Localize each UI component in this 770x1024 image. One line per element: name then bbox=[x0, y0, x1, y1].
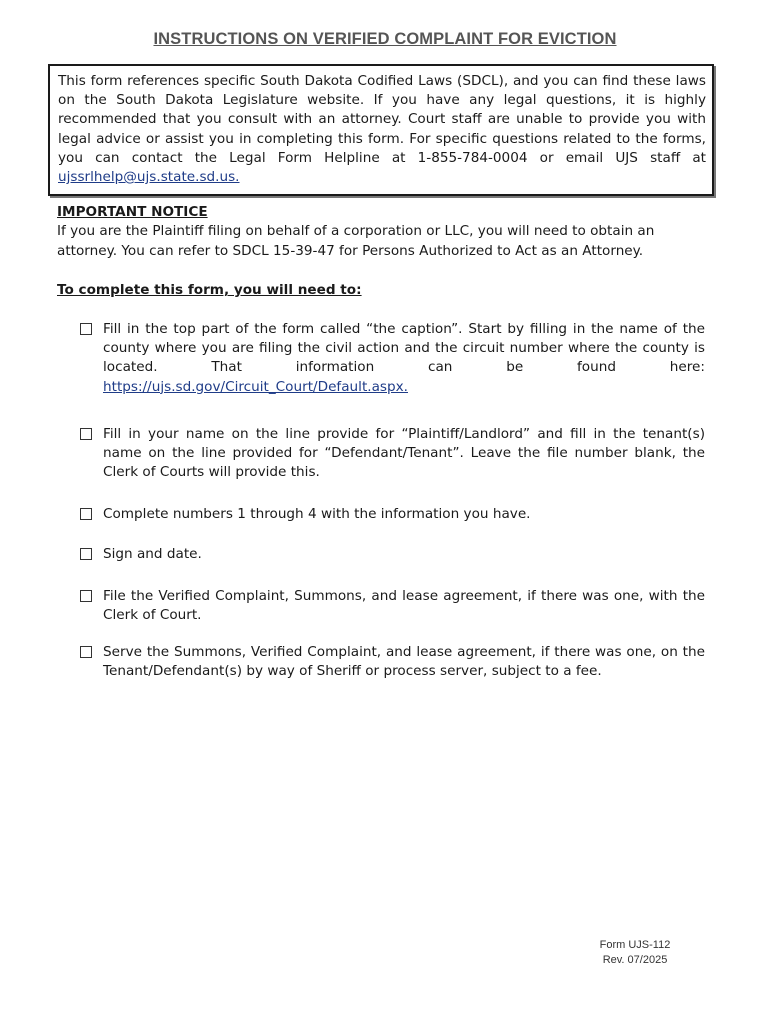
checklist-item-text: Fill in the top part of the form called “the caption”. Start by filling in the name of the county where you are filing the civil action and the circuit number where the county is located. That information can be found here: bbox=[103, 321, 705, 376]
legal-notice-text: This form references specific South Dakota Codified Laws (SDCL), and you can find these laws on the South Dakota Legislature website. If you have any legal questions, it is highly recommended that you consult with an attorney. Court staff are unable to provide you with legal advice or assist you in completing this form. For specific questions related to the forms, you can contact the Legal Form Helpline at 1-855-784-0004 or email UJS staff at bbox=[58, 73, 706, 166]
checkbox-icon bbox=[80, 590, 92, 602]
checkbox-icon bbox=[80, 646, 92, 658]
checklist-item-serve bbox=[80, 643, 705, 681]
page-title: INSTRUCTIONS ON VERIFIED COMPLAINT FOR EVICTION bbox=[153, 30, 617, 48]
checklist-item-names bbox=[80, 425, 705, 483]
checklist-item-caption bbox=[80, 320, 705, 397]
checklist-item-numbers bbox=[80, 505, 705, 524]
helpline-email-link[interactable]: ujssrlhelp@ujs.state.sd.us. bbox=[58, 169, 240, 186]
important-notice bbox=[57, 203, 705, 261]
important-notice-heading: IMPORTANT NOTICE bbox=[57, 204, 208, 220]
checklist-item-text: File the Verified Complaint, Summons, and lease agreement, if there was one, with the Clerk of Court. bbox=[103, 588, 705, 624]
form-revision: Rev. 07/2025 bbox=[602, 954, 668, 966]
checkbox-icon bbox=[80, 548, 92, 560]
checkbox-icon bbox=[80, 428, 92, 440]
checklist-item-text: Complete numbers 1 through 4 with the information you have. bbox=[103, 506, 531, 522]
checkbox-icon bbox=[80, 323, 92, 335]
circuit-court-link[interactable]: https://ujs.sd.gov/Circuit_Court/Default.aspx. bbox=[103, 378, 408, 395]
instructions-heading: To complete this form, you will need to: bbox=[57, 282, 362, 298]
checkbox-icon bbox=[80, 508, 92, 520]
checklist-item-text: Fill in your name on the line provide for “Plaintiff/Landlord” and fill in the tenant(s) name on the line provided for “Defendant/Tenant”. Leave the file number blank, the Clerk of Courts will provide this. bbox=[103, 426, 705, 481]
important-notice-text: If you are the Plaintiff filing on behalf of a corporation or LLC, you will need to obtain an attorney. You can refer to SDCL 15-39-47 for Persons Authorized to Act as an Attorney. bbox=[57, 223, 655, 259]
checklist-item-file bbox=[80, 587, 705, 625]
legal-notice-box bbox=[48, 64, 714, 196]
checklist-item-sign bbox=[80, 545, 705, 564]
form-number: Form UJS-112 bbox=[599, 939, 671, 951]
checklist-item-text: Sign and date. bbox=[103, 546, 202, 562]
checklist-item-text: Serve the Summons, Verified Complaint, and lease agreement, if there was one, on the Tenant/Defendant(s) by way of Sheriff or process server, subject to a fee. bbox=[103, 644, 705, 680]
form-footer bbox=[580, 938, 690, 968]
